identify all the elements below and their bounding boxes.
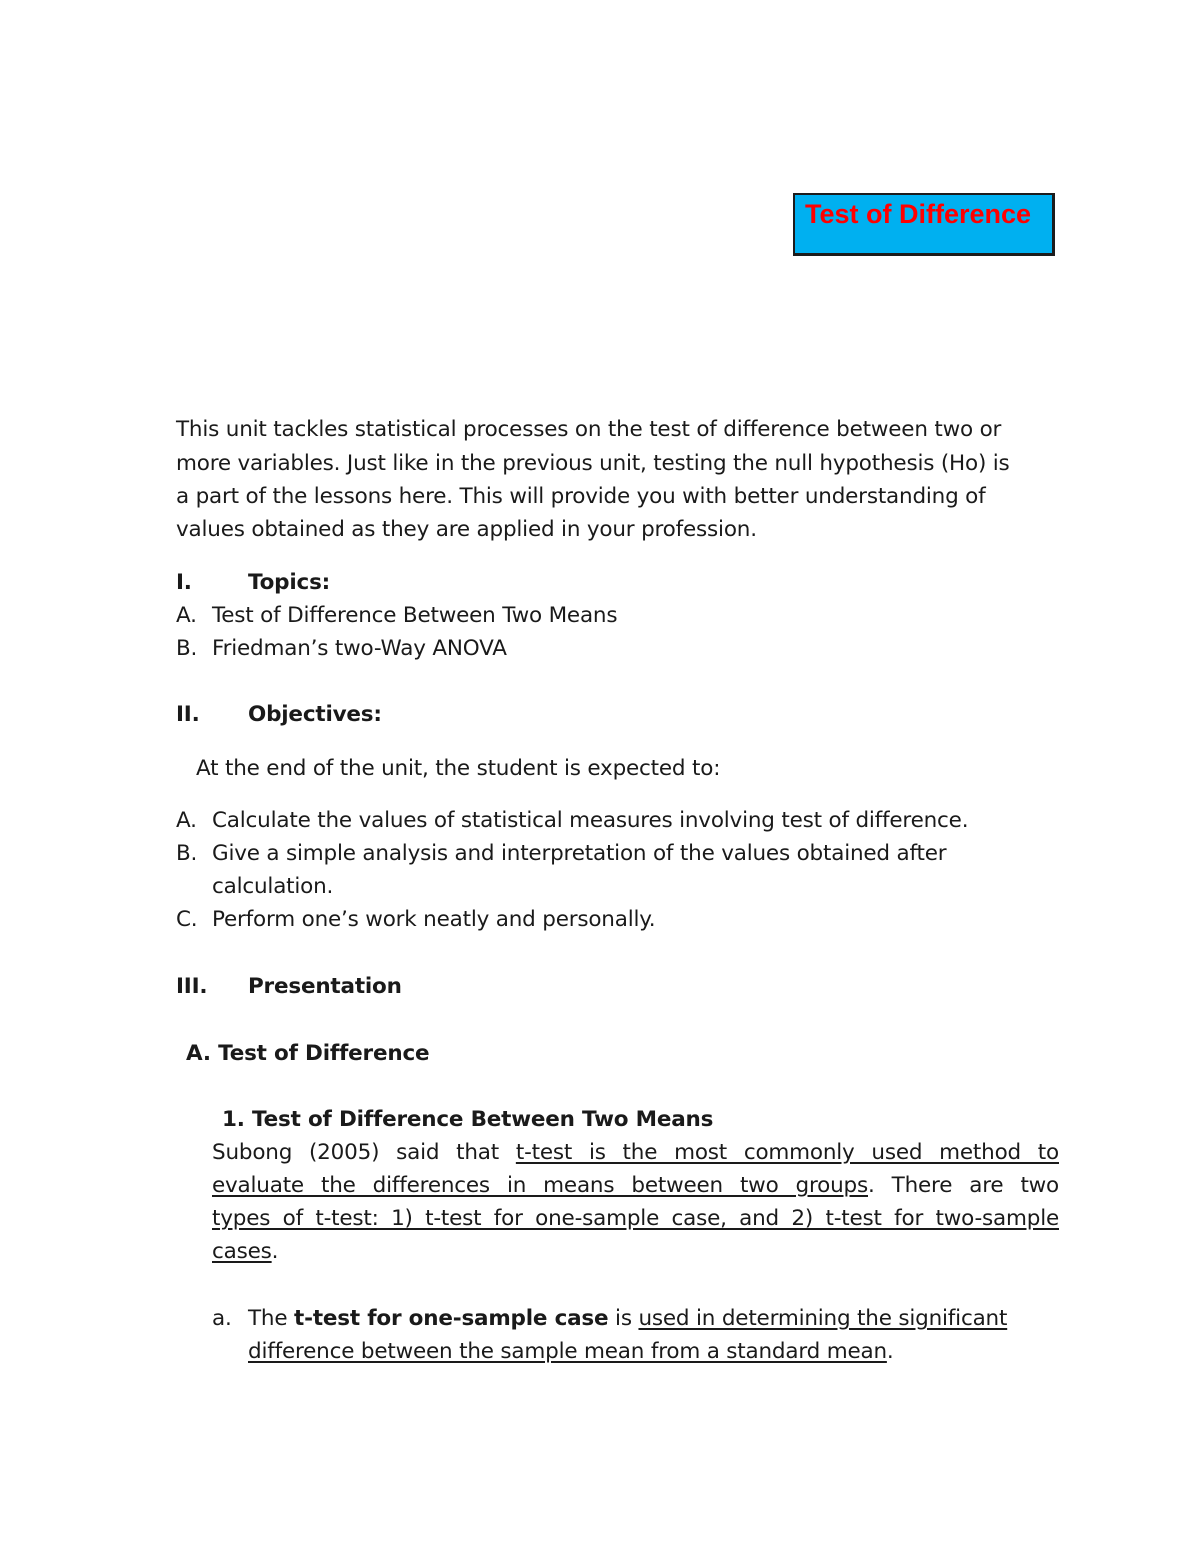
- objective-item-a: [176, 808, 968, 834]
- page-title: Test of Difference: [805, 199, 1032, 229]
- topics-heading-text: Topics:: [248, 570, 331, 595]
- objective-item-b: [176, 841, 946, 867]
- item-a-underlined: difference between the sample mean from a standard mean: [248, 1339, 887, 1364]
- item-a-line-1: [212, 1306, 1007, 1332]
- objective-item-text: Perform one’s work neatly and personally.: [212, 907, 656, 932]
- intro-line-4: values obtained as they are applied in your profession.: [176, 517, 757, 542]
- intro-line-1: This unit tackles statistical processes on the test of difference between two or: [176, 417, 1002, 442]
- objective-item-label: B.: [176, 841, 198, 866]
- topics-heading: [176, 570, 330, 596]
- para-underlined: cases: [212, 1239, 272, 1264]
- para-line-3: [212, 1206, 1059, 1232]
- item-a-end: .: [886, 1339, 894, 1364]
- intro-line-2: more variables. Just like in the previous unit, testing the null hypothesis (Ho) is: [176, 451, 1010, 476]
- para-line-1: [212, 1140, 1059, 1166]
- para-underlined: evaluate the differences in means between two groups: [212, 1173, 868, 1198]
- item-a-pre: The: [248, 1306, 295, 1331]
- topic-item-a: [176, 603, 617, 629]
- item-a-label: a.: [212, 1306, 232, 1331]
- objective-item-label: C.: [176, 907, 198, 932]
- intro-line-3: a part of the lessons here. This will provide you with better understanding of: [176, 484, 986, 509]
- item-a-bold: t-test for one-sample case: [294, 1306, 609, 1331]
- presentation-heading-text: Presentation: [248, 974, 402, 999]
- objectives-lead: At the end of the unit, the student is expected to:: [196, 756, 721, 781]
- para-underlined: types of t-test: 1) t-test for one-sample case, and 2) t-test for two-sample: [212, 1206, 1059, 1231]
- item-a-line-2: [248, 1339, 894, 1365]
- para-underlined: t-test is the most commonly used method to: [515, 1140, 1059, 1165]
- item-a-underlined: used in determining the significant: [638, 1306, 1008, 1331]
- objectives-heading: [176, 702, 382, 728]
- section-a-heading: A. Test of Difference: [186, 1041, 430, 1066]
- subsection-1-heading: 1. Test of Difference Between Two Means: [222, 1107, 714, 1132]
- presentation-numeral: III.: [176, 974, 208, 999]
- objective-item-text: Calculate the values of statistical measures involving test of difference.: [212, 808, 969, 833]
- para-line-4: [212, 1239, 278, 1265]
- topics-numeral: I.: [176, 570, 192, 595]
- topic-item-text: Test of Difference Between Two Means: [212, 603, 618, 628]
- item-a-mid: is: [608, 1306, 639, 1331]
- objective-item-b-cont: calculation.: [212, 874, 334, 899]
- objective-item-c: [176, 907, 655, 933]
- objectives-numeral: II.: [176, 702, 200, 727]
- topic-item-label: B.: [176, 636, 198, 661]
- objective-item-text: Give a simple analysis and interpretation of the values obtained after: [212, 841, 947, 866]
- title-box: [793, 193, 1055, 256]
- presentation-heading: [176, 974, 402, 1000]
- topic-item-text: Friedman’s two-Way ANOVA: [212, 636, 507, 661]
- objective-item-label: A.: [176, 808, 197, 833]
- topic-item-b: [176, 636, 507, 662]
- para-text: Subong (2005) said that: [212, 1140, 516, 1165]
- objectives-heading-text: Objectives:: [248, 702, 382, 727]
- para-text: .: [271, 1239, 279, 1264]
- para-line-2: [212, 1173, 1059, 1199]
- para-text: . There are two: [868, 1173, 1060, 1198]
- topic-item-label: A.: [176, 603, 197, 628]
